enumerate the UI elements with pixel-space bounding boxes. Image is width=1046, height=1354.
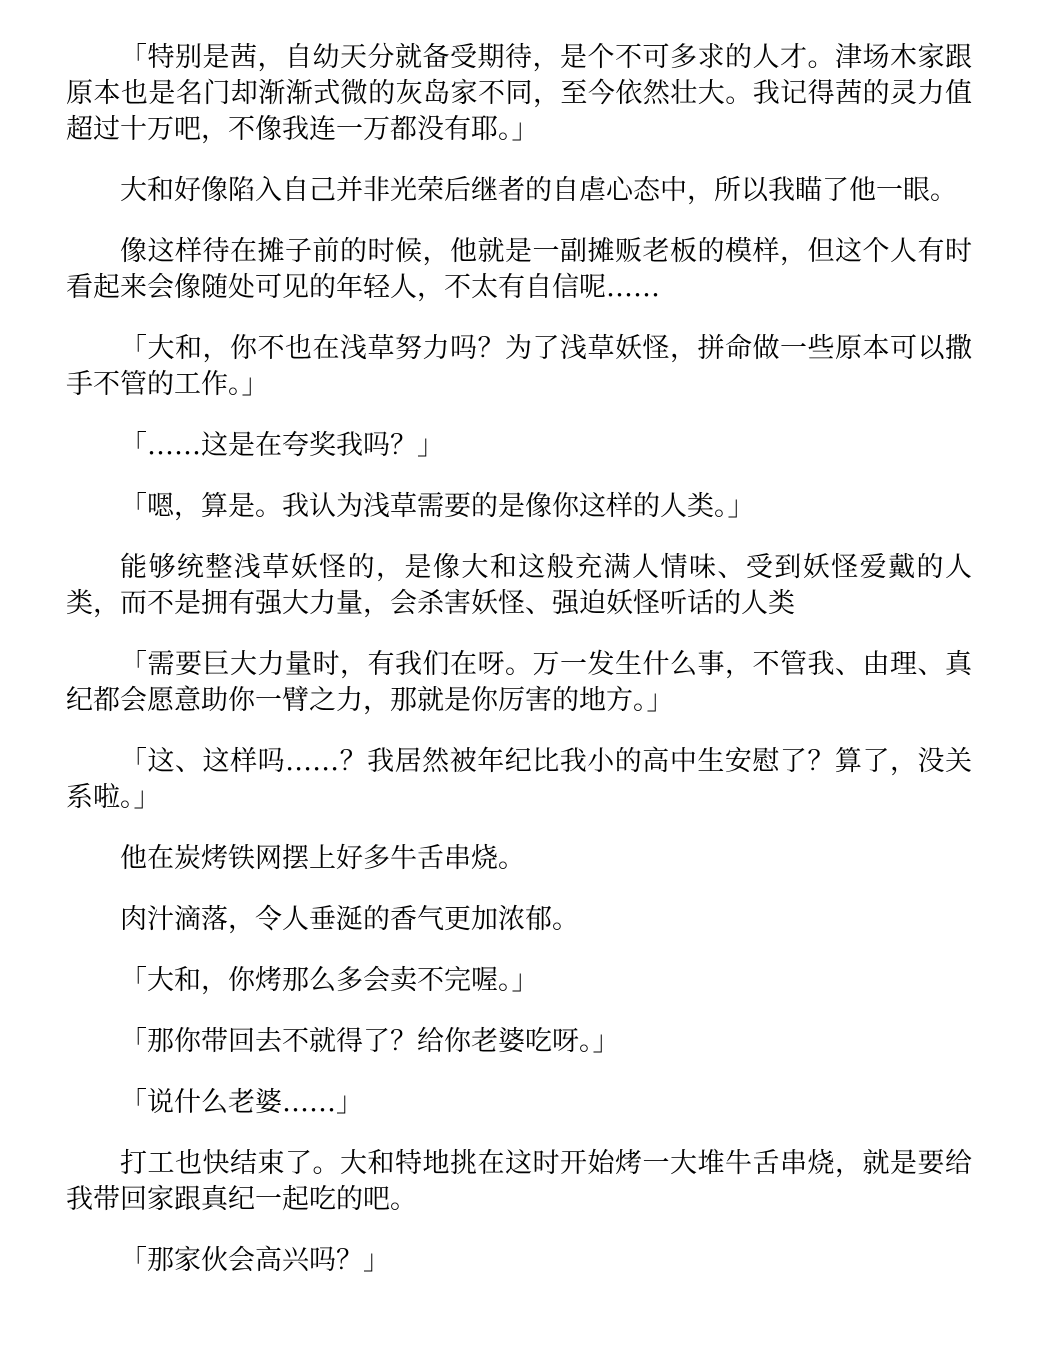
paragraph: 「大和，你不也在浅草努力吗？为了浅草妖怪，拼命做一些原本可以撒手不管的工作。」 <box>66 333 972 400</box>
paragraph: 肉汁滴落，令人垂涎的香气更加浓郁。 <box>120 904 579 935</box>
paragraph: 「……这是在夸奖我吗？」 <box>120 430 444 461</box>
paragraph: 「需要巨大力量时，有我们在呀。万一发生什么事，不管我、由理、真纪都会愿意助你一臂之力，那就是你厉害的地方。」 <box>66 649 972 716</box>
paragraph: 「嗯，算是。我认为浅草需要的是像你这样的人类。」 <box>120 491 755 522</box>
paragraph: 像这样待在摊子前的时候，他就是一副摊贩老板的模样，但这个人有时看起来会像随处可见的年轻人，不太有自信呢…… <box>66 236 972 303</box>
paragraph: 打工也快结束了。大和特地挑在这时开始烤一大堆牛舌串烧，就是要给我带回家跟真纪一起吃的吧。 <box>66 1148 972 1215</box>
paragraph: 他在炭烤铁网摆上好多牛舌串烧。 <box>120 843 525 874</box>
paragraph: 「那你带回去不就得了？给你老婆吃呀。」 <box>120 1026 620 1057</box>
paragraph: 大和好像陷入自己并非光荣后继者的自虐心态中，所以我瞄了他一眼。 <box>120 175 957 206</box>
paragraph: 能够统整浅草妖怪的，是像大和这般充满人情味、受到妖怪爱戴的人类，而不是拥有强大力量，会杀害妖怪、强迫妖怪听话的人类 <box>66 552 972 619</box>
paragraph: 「特别是茜，自幼天分就备受期待，是个不可多求的人才。津场木家跟原本也是名门却渐渐式微的灰岛家不同，至今依然壮大。我记得茜的灵力值超过十万吧，不像我连一万都没有耶。」 <box>66 42 972 145</box>
paragraph: 「那家伙会高兴吗？」 <box>120 1245 390 1276</box>
paragraph: 「大和，你烤那么多会卖不完喔。」 <box>120 965 539 996</box>
document-page <box>66 40 972 1304</box>
paragraph: 「这、这样吗……？我居然被年纪比我小的高中生安慰了？算了，没关系啦。」 <box>66 746 972 813</box>
paragraph: 「说什么老婆……」 <box>120 1087 363 1118</box>
